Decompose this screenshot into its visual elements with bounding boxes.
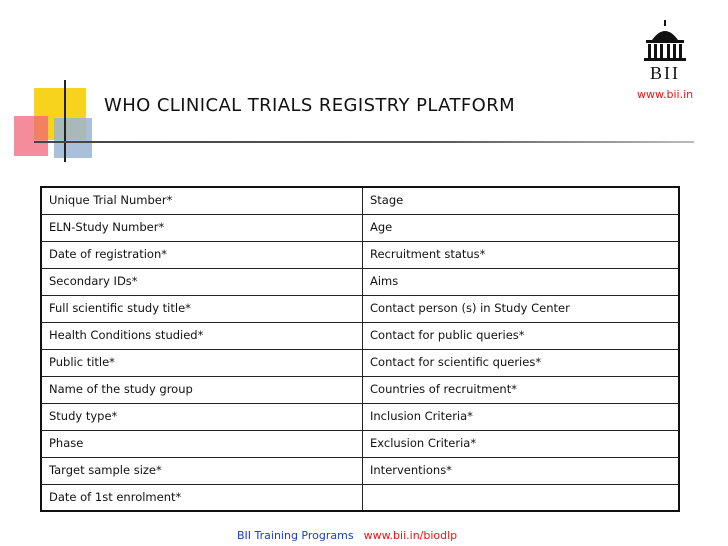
- registry-table: [40, 186, 680, 512]
- table-cell: Date of registration*: [41, 241, 363, 268]
- table-row: [41, 187, 679, 214]
- table-cell: Target sample size*: [41, 457, 363, 484]
- table-cell: Health Conditions studied*: [41, 322, 363, 349]
- table-cell: Name of the study group: [41, 376, 363, 403]
- table-row: [41, 214, 679, 241]
- table-cell: Public title*: [41, 349, 363, 376]
- table-cell: Aims: [363, 268, 680, 295]
- page-title: WHO CLINICAL TRIALS REGISTRY PLATFORM: [104, 95, 516, 116]
- table-cell: Interventions*: [363, 457, 680, 484]
- title-underline: [34, 141, 694, 143]
- table-cell: Contact for scientific queries*: [363, 349, 680, 376]
- footer-program: BII Training Programs: [237, 529, 354, 542]
- table-row: [41, 322, 679, 349]
- decor-blue-square: [54, 118, 92, 158]
- table-row: [41, 376, 679, 403]
- table-cell: Countries of recruitment*: [363, 376, 680, 403]
- table-cell: Contact for public queries*: [363, 322, 680, 349]
- table-cell: Phase: [41, 430, 363, 457]
- table-row: [41, 484, 679, 511]
- table-cell: Full scientific study title*: [41, 295, 363, 322]
- table-row: [41, 268, 679, 295]
- bii-logo: [630, 16, 700, 86]
- site-link[interactable]: www.bii.in: [637, 88, 694, 101]
- decor-vertical-line: [64, 80, 66, 162]
- decor-red-square: [14, 116, 48, 156]
- table-cell: ELN-Study Number*: [41, 214, 363, 241]
- table-cell: Stage: [363, 187, 680, 214]
- table-row: [41, 295, 679, 322]
- table-cell: Recruitment status*: [363, 241, 680, 268]
- table-cell: Exclusion Criteria*: [363, 430, 680, 457]
- table-cell: Unique Trial Number*: [41, 187, 363, 214]
- table-cell: Inclusion Criteria*: [363, 403, 680, 430]
- table-cell: Date of 1st enrolment*: [41, 484, 363, 511]
- table-cell: Age: [363, 214, 680, 241]
- table-row: [41, 430, 679, 457]
- table-cell: Secondary IDs*: [41, 268, 363, 295]
- table-cell: [363, 484, 680, 511]
- table-row: [41, 403, 679, 430]
- table-row: [41, 457, 679, 484]
- footer-link[interactable]: www.bii.in/biodlp: [363, 529, 458, 542]
- table-row: [41, 241, 679, 268]
- table-cell: Study type*: [41, 403, 363, 430]
- table-row: [41, 349, 679, 376]
- footer: [237, 529, 457, 542]
- logo-text: BII: [650, 63, 680, 83]
- table-cell: Contact person (s) in Study Center: [363, 295, 680, 322]
